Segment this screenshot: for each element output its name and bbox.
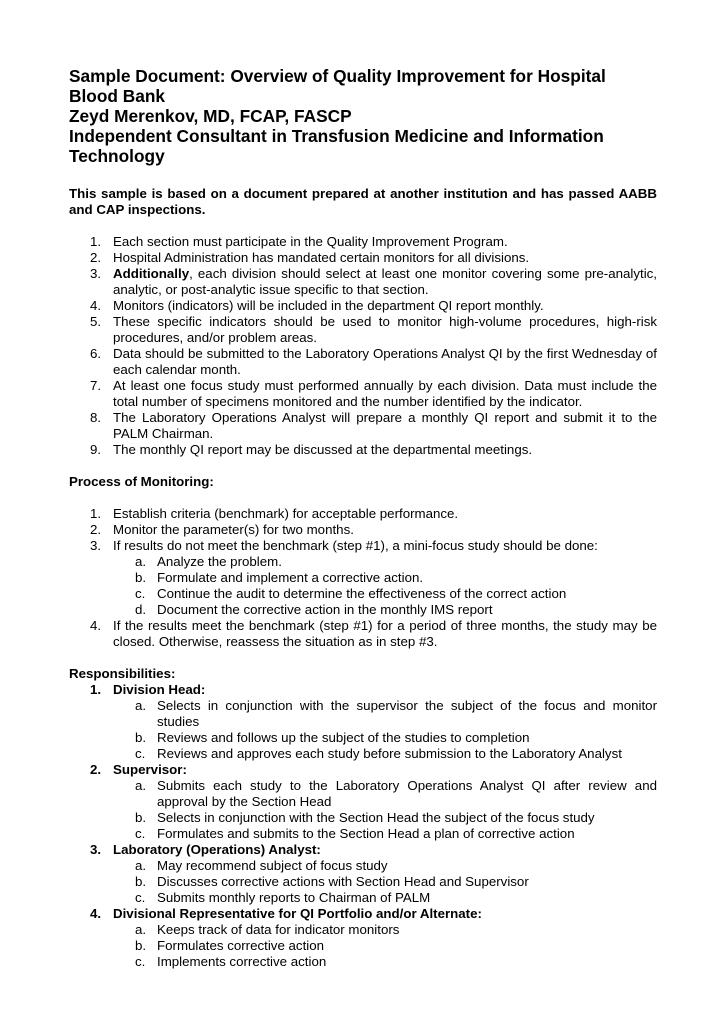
author-name: Zeyd Merenkov, MD, FCAP, FASCP	[69, 106, 352, 126]
item-number: 3.	[90, 266, 102, 281]
subitem-text: Document the corrective action in the monthly IMS report	[157, 602, 493, 617]
subitem-text: Formulates corrective action	[157, 938, 325, 953]
step-number: 1.	[90, 506, 102, 521]
role-subitem	[69, 698, 657, 730]
subitem-text: Reviews and follows up the subject of the studies to completion	[157, 730, 530, 745]
subitem-letter: b.	[135, 570, 147, 585]
role-subitem	[69, 890, 657, 906]
subitem-letter: a.	[135, 858, 147, 873]
item-number: 9.	[90, 442, 102, 457]
item-number: 2.	[90, 250, 102, 265]
process-sublist	[69, 554, 657, 618]
program-item	[69, 410, 657, 442]
item-text: These specific indicators should be used to monitor high-volume procedures, high-risk procedures, and/or problem areas.	[113, 314, 657, 345]
item-number: 4.	[90, 298, 102, 313]
role-subitem	[69, 826, 657, 842]
subitem-text: Submits monthly reports to Chairman of PALM	[157, 890, 431, 905]
role-sublist	[69, 778, 657, 842]
role-subitem	[69, 874, 657, 890]
item-text: Hospital Administration has mandated certain monitors for all divisions.	[113, 250, 530, 265]
role-title: Division Head:	[113, 682, 206, 697]
role-number: 4.	[90, 906, 102, 921]
subitem-text: Continue the audit to determine the effectiveness of the correct action	[157, 586, 567, 601]
item-text: , each division should select at least one monitor covering some pre-analytic, analytic, or post-analytic issue specific to that section.	[113, 266, 657, 297]
subitem-text: Reviews and approves each study before submission to the Laboratory Analyst	[157, 746, 622, 761]
step-number: 4.	[90, 618, 102, 633]
process-subitem	[69, 602, 657, 618]
program-item	[69, 234, 657, 250]
item-text: The monthly QI report may be discussed at the departmental meetings.	[113, 442, 533, 457]
subitem-letter: b.	[135, 730, 147, 745]
subitem-letter: d.	[135, 602, 147, 617]
role-subitem	[69, 938, 657, 954]
subitem-text: May recommend subject of focus study	[157, 858, 388, 873]
subitem-text: Analyze the problem.	[157, 554, 282, 569]
subitem-letter: a.	[135, 922, 147, 937]
subitem-letter: b.	[135, 874, 147, 889]
subitem-text: Formulate and implement a corrective action.	[157, 570, 424, 585]
role-subitem	[69, 810, 657, 826]
item-text: Data should be submitted to the Laboratory Operations Analyst QI by the first Wednesday of each calendar month.	[113, 346, 657, 377]
subitem-text: Selects in conjunction with the supervisor the subject of the focus and monitor studies	[157, 698, 657, 729]
subitem-letter: a.	[135, 778, 147, 793]
document-page	[69, 66, 657, 970]
role-item	[69, 906, 657, 922]
program-item	[69, 298, 657, 314]
item-text: Monitors (indicators) will be included in the department QI report monthly.	[113, 298, 544, 313]
role-title: Supervisor:	[113, 762, 187, 777]
process-subitem	[69, 570, 657, 586]
author-affiliation: Independent Consultant in Transfusion Medicine and Information Technology	[69, 126, 604, 166]
item-number: 6.	[90, 346, 102, 361]
subitem-text: Submits each study to the Laboratory Operations Analyst QI after review and approval by the Section Head	[157, 778, 657, 809]
role-sublist	[69, 698, 657, 762]
subitem-text: Keeps track of data for indicator monitors	[157, 922, 400, 937]
role-subitem	[69, 858, 657, 874]
subitem-text: Selects in conjunction with the Section Head the subject of the focus study	[157, 810, 595, 825]
subitem-letter: c.	[135, 954, 146, 969]
role-number: 1.	[90, 682, 102, 697]
step-number: 3.	[90, 538, 102, 553]
program-item	[69, 250, 657, 266]
subitem-text: Implements corrective action	[157, 954, 327, 969]
role-item	[69, 842, 657, 858]
step-number: 2.	[90, 522, 102, 537]
subitem-letter: a.	[135, 554, 147, 569]
subitem-letter: c.	[135, 826, 146, 841]
role-title: Divisional Representative for QI Portfolio and/or Alternate:	[113, 906, 482, 921]
step-text: Establish criteria (benchmark) for acceptable performance.	[113, 506, 459, 521]
responsibilities-list	[69, 682, 657, 970]
role-sublist	[69, 922, 657, 970]
subitem-text: Formulates and submits to the Section Head a plan of corrective action	[157, 826, 575, 841]
step-text: If the results meet the benchmark (step #1) for a period of three months, the study may be closed. Otherwise, reassess the situation as in step #3.	[113, 618, 657, 649]
role-subitem	[69, 922, 657, 938]
role-subitem	[69, 954, 657, 970]
process-step	[69, 538, 657, 554]
step-text: If results do not meet the benchmark (step #1), a mini-focus study should be done:	[113, 538, 598, 553]
item-number: 8.	[90, 410, 102, 425]
program-item	[69, 442, 657, 458]
program-item	[69, 378, 657, 410]
role-item	[69, 762, 657, 778]
process-list	[69, 506, 657, 650]
role-subitem	[69, 746, 657, 762]
role-subitem	[69, 730, 657, 746]
item-number: 7.	[90, 378, 102, 393]
emphasis-text: Additionally	[113, 266, 190, 281]
subitem-letter: c.	[135, 586, 146, 601]
intro-paragraph: This sample is based on a document prepared at another institution and has passed AABB and CAP inspections.	[69, 186, 657, 217]
program-list	[69, 234, 657, 458]
item-text: Each section must participate in the Quality Improvement Program.	[113, 234, 508, 249]
role-title: Laboratory (Operations) Analyst:	[113, 842, 321, 857]
subitem-letter: c.	[135, 746, 146, 761]
process-step	[69, 618, 657, 650]
role-number: 3.	[90, 842, 102, 857]
role-item	[69, 682, 657, 698]
subitem-letter: b.	[135, 810, 147, 825]
subitem-letter: a.	[135, 698, 147, 713]
subitem-letter: c.	[135, 890, 146, 905]
item-text: At least one focus study must performed annually by each division. Data must include the total number of specimens monitored and the number identified by the indicator.	[113, 378, 657, 409]
process-subitem	[69, 586, 657, 602]
process-step	[69, 506, 657, 522]
process-subitem	[69, 554, 657, 570]
document-title: Sample Document: Overview of Quality Improvement for Hospital Blood Bank	[69, 66, 606, 106]
item-number: 1.	[90, 234, 102, 249]
subitem-letter: b.	[135, 938, 147, 953]
role-number: 2.	[90, 762, 102, 777]
process-heading: Process of Monitoring:	[69, 474, 214, 489]
process-step	[69, 522, 657, 538]
role-sublist	[69, 858, 657, 906]
role-subitem	[69, 778, 657, 810]
subitem-text: Discusses corrective actions with Section Head and Supervisor	[157, 874, 529, 889]
program-item	[69, 266, 657, 298]
program-item	[69, 346, 657, 378]
program-item	[69, 314, 657, 346]
step-text: Monitor the parameter(s) for two months.	[113, 522, 354, 537]
item-text: The Laboratory Operations Analyst will prepare a monthly QI report and submit it to the PALM Chairman.	[113, 410, 657, 441]
item-number: 5.	[90, 314, 102, 329]
responsibilities-heading: Responsibilities:	[69, 666, 176, 681]
